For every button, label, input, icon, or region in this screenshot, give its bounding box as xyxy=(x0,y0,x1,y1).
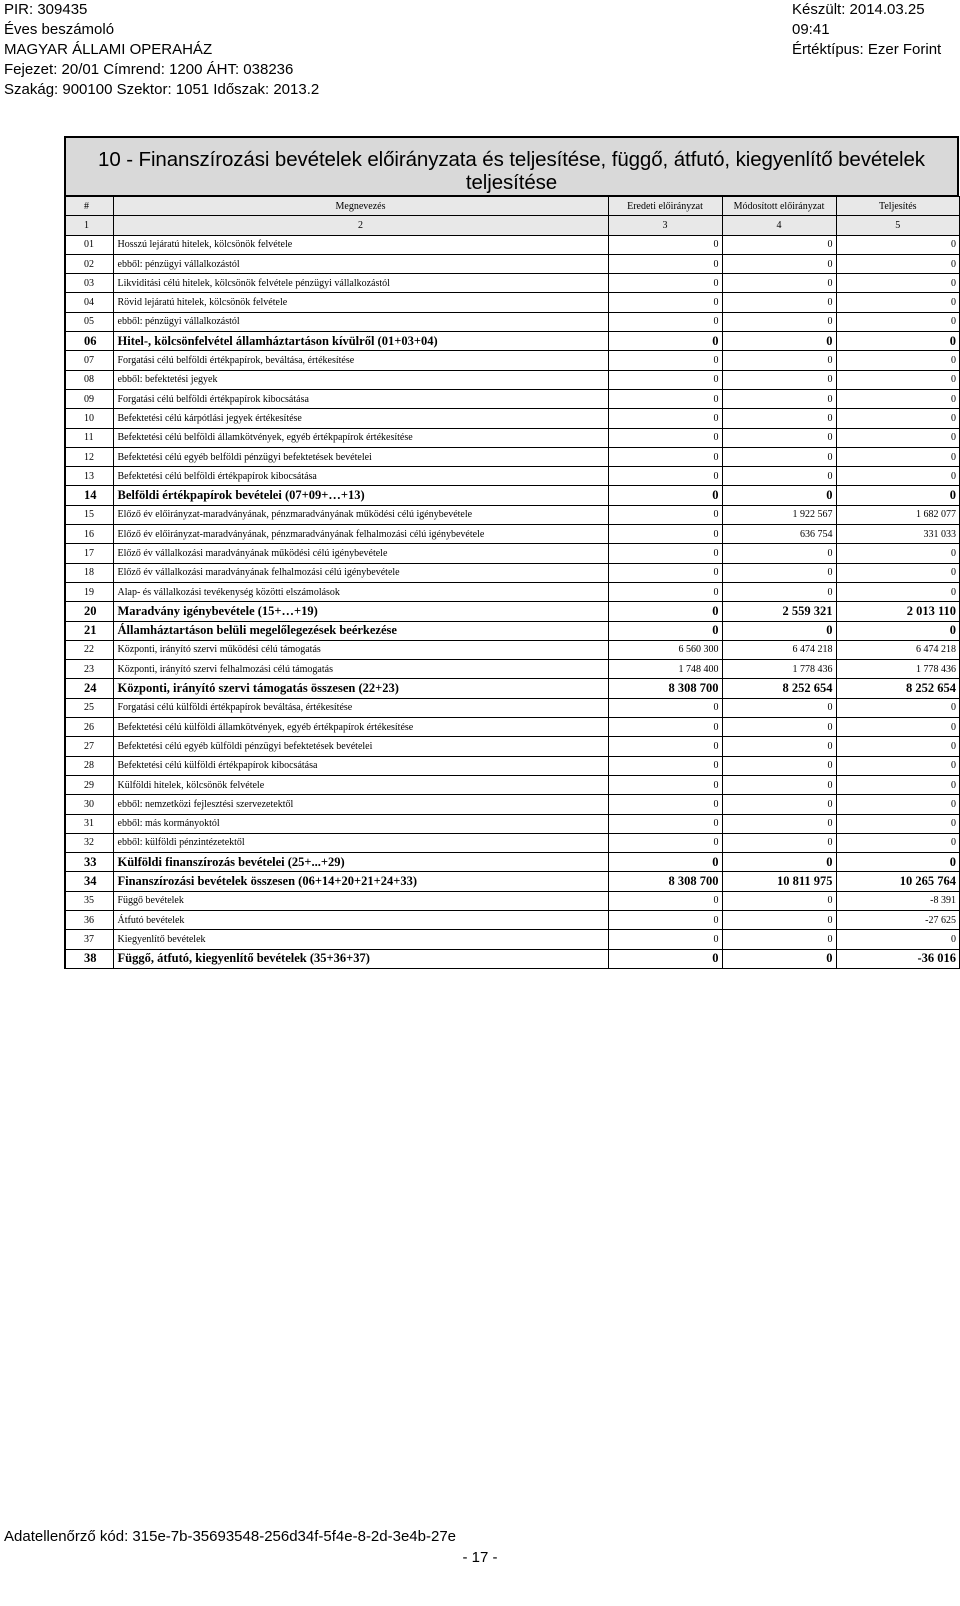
row-name: Befektetési célú belföldi államkötvények, egyéb értékpapírok értékesítése xyxy=(113,428,608,447)
row-modified-value: 0 xyxy=(722,428,836,447)
table-row xyxy=(65,409,960,428)
row-name: Befektetési célú egyéb belföldi pénzügyi befektetések bevételei xyxy=(113,447,608,466)
row-original-value: 0 xyxy=(608,409,722,428)
row-fulfilment-value: 0 xyxy=(836,467,960,486)
table-row xyxy=(65,718,960,737)
row-fulfilment-value: 0 xyxy=(836,254,960,273)
row-number: 27 xyxy=(65,737,113,756)
row-modified-value: 0 xyxy=(722,274,836,293)
row-number: 07 xyxy=(65,351,113,370)
table-row xyxy=(65,775,960,794)
row-modified-value: 0 xyxy=(722,254,836,273)
row-original-value: 0 xyxy=(608,930,722,949)
row-original-value: 0 xyxy=(608,910,722,929)
row-original-value: 0 xyxy=(608,833,722,852)
table-row xyxy=(65,621,960,640)
row-original-value: 0 xyxy=(608,718,722,737)
row-name: Forgatási célú külföldi értékpapírok beváltása, értékesítése xyxy=(113,698,608,717)
row-fulfilment-value: 0 xyxy=(836,370,960,389)
row-fulfilment-value: -36 016 xyxy=(836,949,960,968)
row-number: 26 xyxy=(65,718,113,737)
row-modified-value: 0 xyxy=(722,853,836,872)
table-row xyxy=(65,563,960,582)
column-number-4: 4 xyxy=(722,216,836,235)
table-row xyxy=(65,274,960,293)
row-modified-value: 0 xyxy=(722,563,836,582)
row-modified-value: 0 xyxy=(722,737,836,756)
row-number: 09 xyxy=(65,389,113,408)
row-number: 03 xyxy=(65,274,113,293)
table-row xyxy=(65,467,960,486)
page-number: - 17 - xyxy=(462,1549,498,1566)
table-row xyxy=(65,679,960,698)
row-modified-value: 0 xyxy=(722,409,836,428)
row-name: Befektetési célú külföldi államkötvények, egyéb értékpapírok értékesítése xyxy=(113,718,608,737)
row-name: Forgatási célú belföldi értékpapírok kibocsátása xyxy=(113,389,608,408)
table-row xyxy=(65,389,960,408)
row-number: 05 xyxy=(65,312,113,331)
row-modified-value: 0 xyxy=(722,370,836,389)
table-row xyxy=(65,660,960,679)
row-original-value: 0 xyxy=(608,544,722,563)
row-modified-value: 2 559 321 xyxy=(722,602,836,621)
row-original-value: 0 xyxy=(608,582,722,601)
table-row xyxy=(65,698,960,717)
row-original-value: 0 xyxy=(608,428,722,447)
row-original-value: 0 xyxy=(608,525,722,544)
row-fulfilment-value: 331 033 xyxy=(836,525,960,544)
row-original-value: 0 xyxy=(608,467,722,486)
row-number: 31 xyxy=(65,814,113,833)
report-table-block xyxy=(64,136,959,969)
row-number: 06 xyxy=(65,332,113,351)
validation-code: Adatellenőrző kód: 315e-7b-35693548-256d34f-5f4e-8-2d-3e4b-27e xyxy=(4,1528,457,1545)
report-table xyxy=(64,196,960,969)
row-name: Alap- és vállalkozási tevékenység közötti elszámolások xyxy=(113,582,608,601)
row-number: 21 xyxy=(65,621,113,640)
row-number: 38 xyxy=(65,949,113,968)
table-row xyxy=(65,486,960,505)
row-original-value: 8 308 700 xyxy=(608,872,722,891)
row-modified-value: 0 xyxy=(722,910,836,929)
row-name: Központi, irányító szervi felhalmozási célú támogatás xyxy=(113,660,608,679)
row-name: Előző év előirányzat-maradványának, pénzmaradványának működési célú igénybevétele xyxy=(113,505,608,524)
row-name: Rövid lejáratú hitelek, kölcsönök felvétele xyxy=(113,293,608,312)
row-original-value: 6 560 300 xyxy=(608,640,722,659)
row-name: Előző év vállalkozási maradványának felhalmozási célú igénybevétele xyxy=(113,563,608,582)
row-name: ebből: befektetési jegyek xyxy=(113,370,608,389)
row-modified-value: 1 778 436 xyxy=(722,660,836,679)
table-row xyxy=(65,930,960,949)
row-original-value: 0 xyxy=(608,949,722,968)
row-fulfilment-value: 1 778 436 xyxy=(836,660,960,679)
row-number: 17 xyxy=(65,544,113,563)
row-original-value: 0 xyxy=(608,312,722,331)
row-name: Átfutó bevételek xyxy=(113,910,608,929)
row-original-value: 0 xyxy=(608,505,722,524)
row-original-value: 0 xyxy=(608,486,722,505)
row-modified-value: 0 xyxy=(722,389,836,408)
row-fulfilment-value: 0 xyxy=(836,582,960,601)
column-header-fulfilment: Teljesítés xyxy=(836,197,960,216)
row-fulfilment-value: 0 xyxy=(836,621,960,640)
table-column-number-row xyxy=(65,216,960,235)
row-fulfilment-value: 0 xyxy=(836,332,960,351)
row-name: ebből: nemzetközi fejlesztési szervezetektől xyxy=(113,795,608,814)
row-name: Befektetési célú egyéb külföldi pénzügyi befektetések bevételei xyxy=(113,737,608,756)
row-modified-value: 0 xyxy=(722,621,836,640)
header-institution: MAGYAR ÁLLAMI OPERAHÁZ xyxy=(4,41,213,58)
row-number: 28 xyxy=(65,756,113,775)
row-modified-value: 10 811 975 xyxy=(722,872,836,891)
row-name: Belföldi értékpapírok bevételei (07+09+…+13) xyxy=(113,486,608,505)
row-fulfilment-value: 0 xyxy=(836,930,960,949)
table-row xyxy=(65,582,960,601)
row-name: Maradvány igénybevétele (15+…+19) xyxy=(113,602,608,621)
row-modified-value: 0 xyxy=(722,486,836,505)
row-name: Függő, átfutó, kiegyenlítő bevételek (35+36+37) xyxy=(113,949,608,968)
row-modified-value: 0 xyxy=(722,312,836,331)
table-row xyxy=(65,853,960,872)
table-row xyxy=(65,525,960,544)
row-number: 25 xyxy=(65,698,113,717)
table-row xyxy=(65,949,960,968)
row-fulfilment-value: 0 xyxy=(836,737,960,756)
row-fulfilment-value: 0 xyxy=(836,293,960,312)
row-name: Kiegyenlítő bevételek xyxy=(113,930,608,949)
header-sector: Szakág: 900100 Szektor: 1051 Időszak: 2013.2 xyxy=(4,81,320,98)
row-fulfilment-value: 2 013 110 xyxy=(836,602,960,621)
header-pir: PIR: 309435 xyxy=(4,1,88,18)
column-number-5: 5 xyxy=(836,216,960,235)
row-fulfilment-value: 8 252 654 xyxy=(836,679,960,698)
row-modified-value: 0 xyxy=(722,718,836,737)
table-row xyxy=(65,332,960,351)
row-modified-value: 0 xyxy=(722,814,836,833)
row-name: ebből: más kormányoktól xyxy=(113,814,608,833)
row-modified-value: 0 xyxy=(722,293,836,312)
row-modified-value: 0 xyxy=(722,891,836,910)
table-row xyxy=(65,737,960,756)
table-row xyxy=(65,891,960,910)
row-name: Finanszírozási bevételek összesen (06+14+20+21+24+33) xyxy=(113,872,608,891)
header-created: Készült: 2014.03.25 09:41 xyxy=(792,1,925,38)
table-header-row xyxy=(65,197,960,216)
row-number: 11 xyxy=(65,428,113,447)
table-row xyxy=(65,872,960,891)
row-fulfilment-value: 1 682 077 xyxy=(836,505,960,524)
column-header-name: Megnevezés xyxy=(113,197,608,216)
row-number: 12 xyxy=(65,447,113,466)
row-number: 30 xyxy=(65,795,113,814)
row-number: 14 xyxy=(65,486,113,505)
row-number: 16 xyxy=(65,525,113,544)
row-number: 01 xyxy=(65,235,113,254)
row-number: 19 xyxy=(65,582,113,601)
row-original-value: 0 xyxy=(608,814,722,833)
row-name: Előző év előirányzat-maradványának, pénzmaradványának felhalmozási célú igénybevétele xyxy=(113,525,608,544)
document-header-left xyxy=(4,0,319,100)
header-chapter: Fejezet: 20/01 Címrend: 1200 ÁHT: 038236 xyxy=(4,61,294,78)
row-fulfilment-value: 0 xyxy=(836,389,960,408)
document-header-right xyxy=(792,0,960,60)
row-modified-value: 1 922 567 xyxy=(722,505,836,524)
table-row xyxy=(65,447,960,466)
table-row xyxy=(65,235,960,254)
row-name: Előző év vállalkozási maradványának működési célú igénybevétele xyxy=(113,544,608,563)
row-number: 10 xyxy=(65,409,113,428)
row-number: 15 xyxy=(65,505,113,524)
row-fulfilment-value: 0 xyxy=(836,235,960,254)
table-row xyxy=(65,756,960,775)
row-name: Külföldi finanszírozás bevételei (25+...+29) xyxy=(113,853,608,872)
row-fulfilment-value: 0 xyxy=(836,274,960,293)
row-number: 37 xyxy=(65,930,113,949)
row-original-value: 0 xyxy=(608,370,722,389)
row-modified-value: 636 754 xyxy=(722,525,836,544)
row-name: Hitel-, kölcsönfelvétel államháztartáson kívülről (01+03+04) xyxy=(113,332,608,351)
row-fulfilment-value: 0 xyxy=(836,486,960,505)
row-original-value: 0 xyxy=(608,254,722,273)
row-original-value: 0 xyxy=(608,351,722,370)
row-number: 04 xyxy=(65,293,113,312)
row-original-value: 0 xyxy=(608,737,722,756)
row-name: ebből: pénzügyi vállalkozástól xyxy=(113,312,608,331)
row-fulfilment-value: -27 625 xyxy=(836,910,960,929)
table-row xyxy=(65,351,960,370)
row-original-value: 0 xyxy=(608,621,722,640)
row-number: 20 xyxy=(65,602,113,621)
row-name: ebből: pénzügyi vállalkozástól xyxy=(113,254,608,273)
row-name: Forgatási célú belföldi értékpapírok, beváltása, értékesítése xyxy=(113,351,608,370)
table-row xyxy=(65,505,960,524)
row-name: Külföldi hitelek, kölcsönök felvétele xyxy=(113,775,608,794)
report-title-line2: teljesítése xyxy=(465,171,558,194)
table-row xyxy=(65,795,960,814)
row-number: 23 xyxy=(65,660,113,679)
row-fulfilment-value: 0 xyxy=(836,563,960,582)
row-original-value: 0 xyxy=(608,602,722,621)
row-modified-value: 0 xyxy=(722,235,836,254)
row-name: Hosszú lejáratú hitelek, kölcsönök felvétele xyxy=(113,235,608,254)
row-number: 34 xyxy=(65,872,113,891)
row-original-value: 0 xyxy=(608,698,722,717)
row-fulfilment-value: 0 xyxy=(836,853,960,872)
row-modified-value: 0 xyxy=(722,544,836,563)
column-header-number: # xyxy=(65,197,113,216)
row-name: Befektetési célú kárpótlási jegyek értékesítése xyxy=(113,409,608,428)
header-report-type: Éves beszámoló xyxy=(4,21,115,38)
table-row xyxy=(65,428,960,447)
row-modified-value: 0 xyxy=(722,698,836,717)
table-row xyxy=(65,814,960,833)
row-fulfilment-value: 0 xyxy=(836,814,960,833)
row-original-value: 0 xyxy=(608,332,722,351)
row-number: 13 xyxy=(65,467,113,486)
row-modified-value: 0 xyxy=(722,795,836,814)
report-title-line1: 10 - Finanszírozási bevételek előirányzata és teljesítése, függő, átfutó, kiegyenlítő bevételek xyxy=(98,148,925,171)
row-name: Államháztartáson belüli megelőlegezések beérkezése xyxy=(113,621,608,640)
table-row xyxy=(65,312,960,331)
row-original-value: 8 308 700 xyxy=(608,679,722,698)
row-modified-value: 0 xyxy=(722,833,836,852)
row-number: 36 xyxy=(65,910,113,929)
row-modified-value: 0 xyxy=(722,775,836,794)
row-original-value: 1 748 400 xyxy=(608,660,722,679)
row-number: 02 xyxy=(65,254,113,273)
row-name: Központi, irányító szervi támogatás összesen (22+23) xyxy=(113,679,608,698)
report-title xyxy=(64,136,959,196)
row-fulfilment-value: 0 xyxy=(836,544,960,563)
row-modified-value: 0 xyxy=(722,351,836,370)
table-row xyxy=(65,640,960,659)
row-fulfilment-value: 0 xyxy=(836,409,960,428)
row-original-value: 0 xyxy=(608,389,722,408)
header-value-type: Értéktípus: Ezer Forint xyxy=(792,41,942,58)
row-number: 22 xyxy=(65,640,113,659)
row-name: Befektetési célú belföldi értékpapírok kibocsátása xyxy=(113,467,608,486)
row-name: Likviditási célú hitelek, kölcsönök felvétele pénzügyi vállalkozástól xyxy=(113,274,608,293)
row-name: Befektetési célú külföldi értékpapírok kibocsátása xyxy=(113,756,608,775)
row-fulfilment-value: 0 xyxy=(836,775,960,794)
row-original-value: 0 xyxy=(608,293,722,312)
row-number: 18 xyxy=(65,563,113,582)
row-original-value: 0 xyxy=(608,775,722,794)
table-row xyxy=(65,293,960,312)
row-fulfilment-value: 0 xyxy=(836,428,960,447)
row-fulfilment-value: 0 xyxy=(836,795,960,814)
row-modified-value: 0 xyxy=(722,930,836,949)
row-fulfilment-value: -8 391 xyxy=(836,891,960,910)
row-modified-value: 0 xyxy=(722,467,836,486)
row-modified-value: 6 474 218 xyxy=(722,640,836,659)
row-number: 29 xyxy=(65,775,113,794)
row-number: 35 xyxy=(65,891,113,910)
row-fulfilment-value: 10 265 764 xyxy=(836,872,960,891)
row-fulfilment-value: 0 xyxy=(836,447,960,466)
row-fulfilment-value: 0 xyxy=(836,698,960,717)
row-modified-value: 8 252 654 xyxy=(722,679,836,698)
row-modified-value: 0 xyxy=(722,582,836,601)
row-name: Függő bevételek xyxy=(113,891,608,910)
row-name: ebből: külföldi pénzintézetektől xyxy=(113,833,608,852)
row-number: 32 xyxy=(65,833,113,852)
row-modified-value: 0 xyxy=(722,332,836,351)
row-fulfilment-value: 0 xyxy=(836,756,960,775)
row-number: 33 xyxy=(65,853,113,872)
row-original-value: 0 xyxy=(608,795,722,814)
column-number-2: 2 xyxy=(113,216,608,235)
row-original-value: 0 xyxy=(608,853,722,872)
row-modified-value: 0 xyxy=(722,447,836,466)
table-row xyxy=(65,254,960,273)
column-header-modified: Módosított előirányzat xyxy=(722,197,836,216)
row-modified-value: 0 xyxy=(722,949,836,968)
row-modified-value: 0 xyxy=(722,756,836,775)
row-fulfilment-value: 0 xyxy=(836,351,960,370)
column-number-3: 3 xyxy=(608,216,722,235)
row-fulfilment-value: 6 474 218 xyxy=(836,640,960,659)
column-header-original: Eredeti előirányzat xyxy=(608,197,722,216)
table-row xyxy=(65,910,960,929)
row-fulfilment-value: 0 xyxy=(836,718,960,737)
table-row xyxy=(65,602,960,621)
row-fulfilment-value: 0 xyxy=(836,833,960,852)
row-original-value: 0 xyxy=(608,235,722,254)
row-name: Központi, irányító szervi működési célú támogatás xyxy=(113,640,608,659)
table-row xyxy=(65,370,960,389)
row-fulfilment-value: 0 xyxy=(836,312,960,331)
row-original-value: 0 xyxy=(608,447,722,466)
row-number: 24 xyxy=(65,679,113,698)
row-original-value: 0 xyxy=(608,563,722,582)
row-original-value: 0 xyxy=(608,756,722,775)
row-original-value: 0 xyxy=(608,891,722,910)
column-number-1: 1 xyxy=(65,216,113,235)
row-original-value: 0 xyxy=(608,274,722,293)
table-row xyxy=(65,544,960,563)
table-row xyxy=(65,833,960,852)
row-number: 08 xyxy=(65,370,113,389)
